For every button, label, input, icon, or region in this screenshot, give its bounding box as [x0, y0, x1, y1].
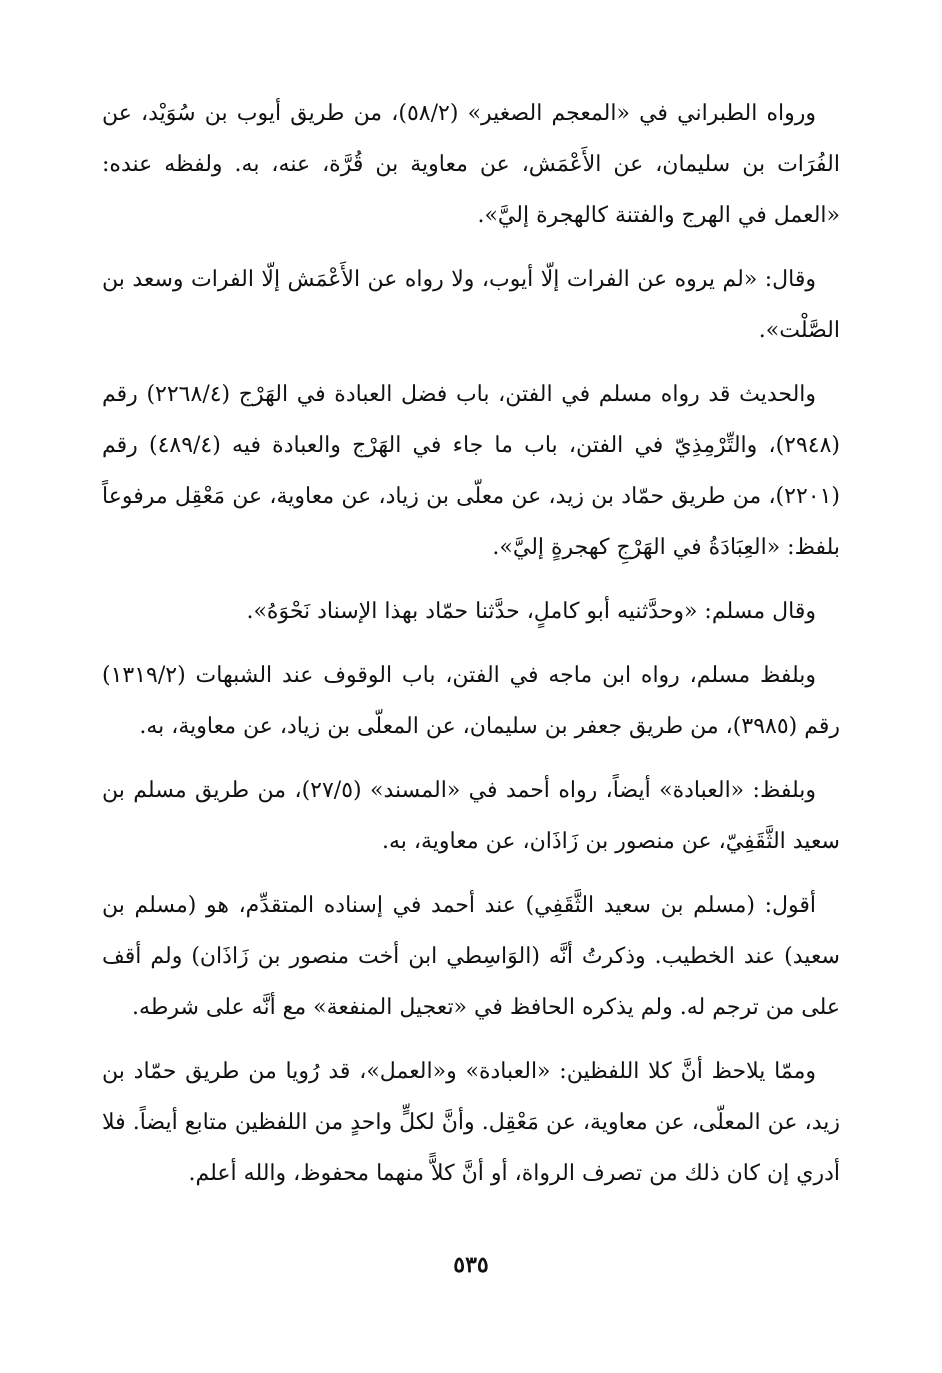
paragraph-author-note: أقول: (مسلم بن سعيد الثَّقَفِي) عند أحمد في إسناده المتقدِّم، هو (مسلم بن سعيد) عند الخطيب. وذكرتُ أنَّه (الوَاسِطي ابن أخت منصور بن زَاذَان) ولم أقف على من ترجم له. ولم يذكره الحافظ في «تعجيل المنفعة» مع أنَّه على شرطه. [102, 893, 840, 1020]
page-number: ٥٣٥ [453, 1252, 489, 1278]
paragraph-muslim-tirmidhi: والحديث قد رواه مسلم في الفتن، باب فضل العبادة في الهَرْج (٢٢٦٨/٤) رقم (٢٩٤٨)، والتِّرْمِذِيّ في الفتن، باب ما جاء في الهَرْج والعبادة فيه (٤٨٩/٤) رقم (٢٢٠١)، من طريق حمّاد بن زيد، عن معلّى بن زياد، عن معاوية، عن مَعْقِل مرفوعاً بلفظ: «العِبَادَةُ في الهَرْجِ كهجرةٍ إليَّ». [102, 382, 841, 560]
paragraph-ibn-majah: وبلفظ مسلم، رواه ابن ماجه في الفتن، باب الوقوف عند الشبهات (١٣١٩/٢) رقم (٣٩٨٥)، من طريق جعفر بن سليمان، عن المعلّى بن زياد، عن معاوية، به. [102, 663, 840, 739]
paragraph-tabarani: ورواه الطبراني في «المعجم الصغير» (٥٨/٢)، من طريق أيوب بن سُوَيْد، عن الفُرَات بن سليمان، عن الأَعْمَش، عن معاوية بن قُرَّة، عنه، به. ولفظه عنده: «العمل في الهرج والفتنة كالهجرة إليَّ». [102, 101, 840, 228]
page-body [102, 88, 840, 1212]
paragraph-conclusion: وممّا يلاحظ أنَّ كلا اللفظين: «العبادة» و«العمل»، قد رُويا من طريق حمّاد بن زيد، عن المعلّى، عن معاوية، عن مَعْقِل. وأنَّ لكلٍّ واحدٍ من اللفظين متابع أيضاً. فلا أدري إن كان ذلك من تصرف الرواة، أو أنَّ كلاًّ منهما محفوظ، والله أعلم. [102, 1059, 840, 1186]
paragraph-ahmad: وبلفظ: «العبادة» أيضاً، رواه أحمد في «المسند» (٢٧/٥)، من طريق مسلم بن سعيد الثَّقَفِيّ، عن منصور بن زَاذَان، عن معاوية، به. [102, 778, 840, 854]
paragraph-tabarani-comment: وقال: «لم يروه عن الفرات إلّا أيوب، ولا رواه عن الأَعْمَش إلّا الفرات وسعد بن الصَّلْت». [102, 267, 840, 343]
paragraph-muslim-comment: وقال مسلم: «وحدَّثنيه أبو كاملٍ، حدَّثنا حمّاد بهذا الإسناد نَحْوَهُ». [246, 599, 816, 624]
